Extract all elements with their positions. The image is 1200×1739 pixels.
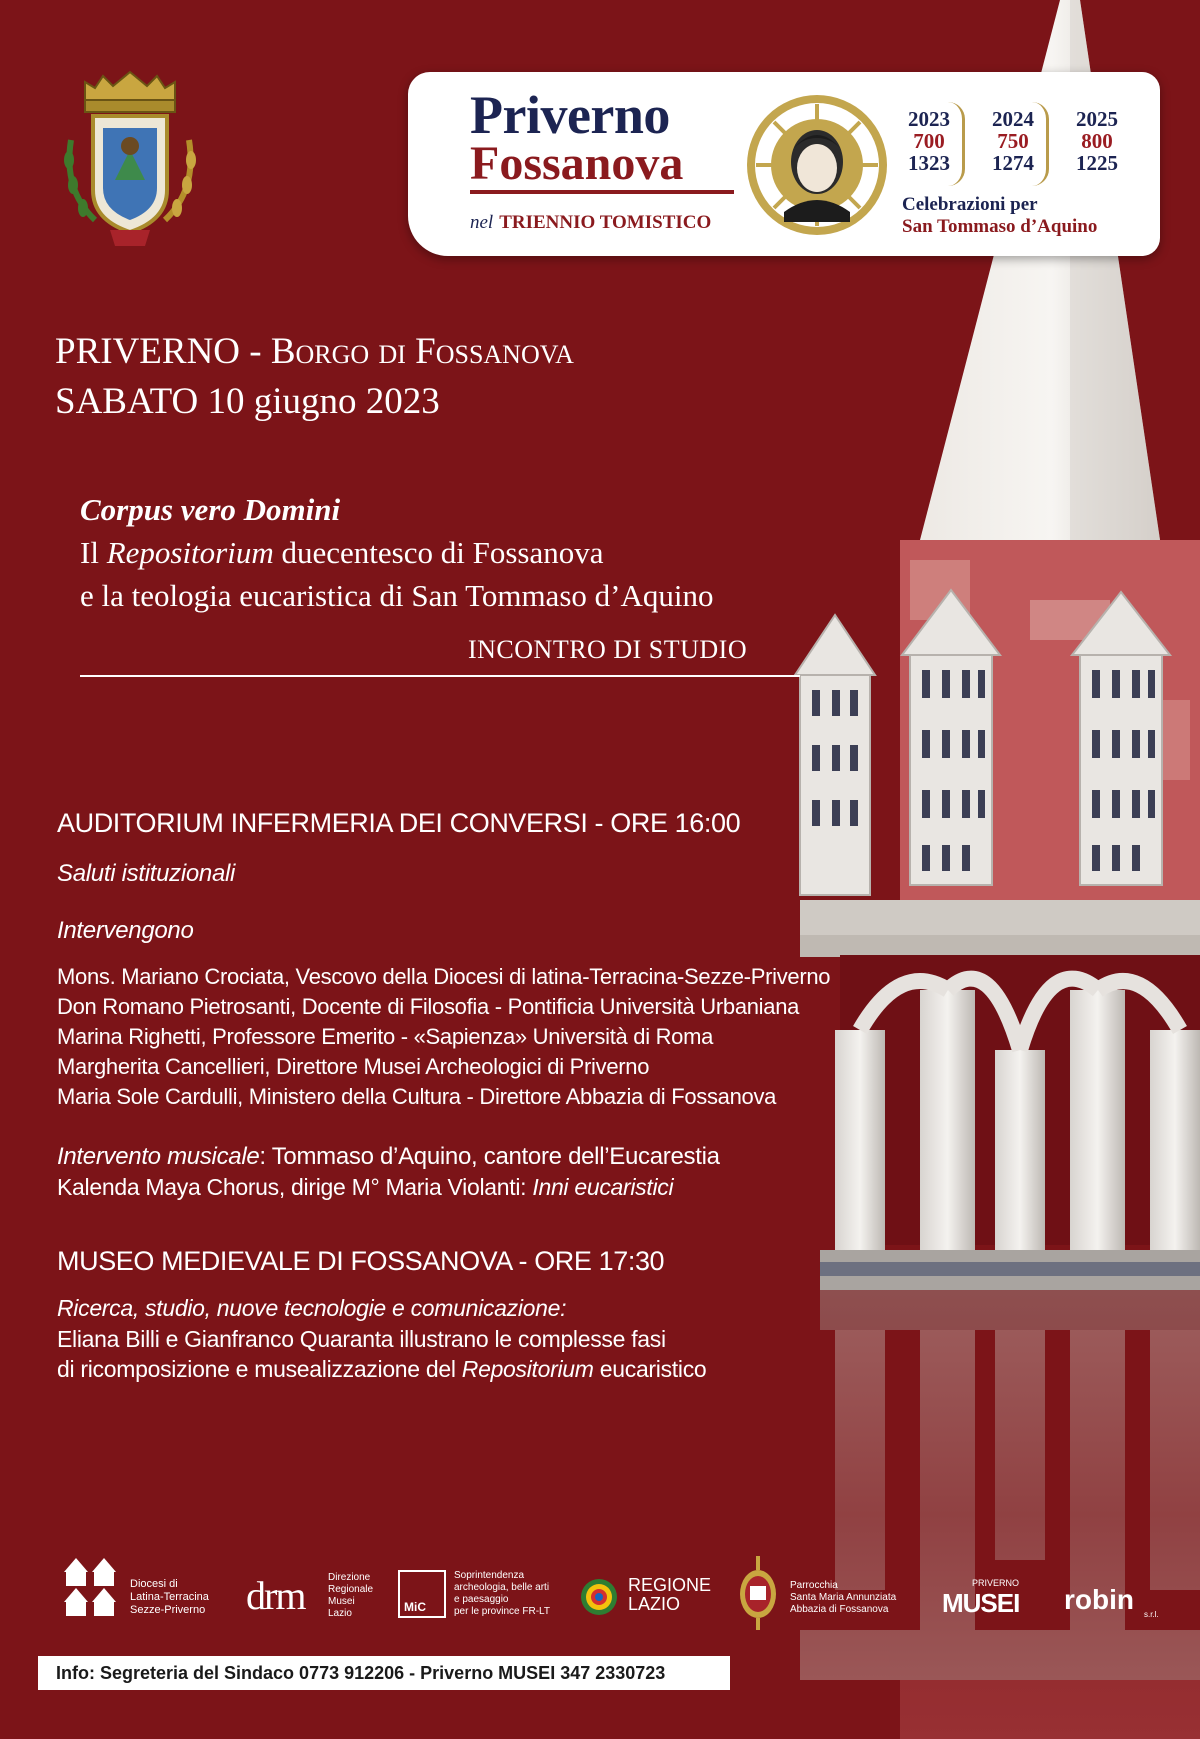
diocesi-line: Sezze-Priverno (130, 1604, 206, 1616)
diocesi-churches-icon (58, 1550, 122, 1622)
musicale-line (57, 1143, 720, 1171)
event-type: INCONTRO DI STUDIO (468, 635, 748, 664)
celebrazioni-line1: Celebrazioni per (902, 194, 1038, 215)
diocesi-line: Latina-Terracina (130, 1591, 209, 1603)
san-tommaso-medallion-icon (744, 92, 890, 238)
speaker-1: Mons. Mariano Crociata, Vescovo della Diocesi di latina-Terracina-Sezze-Priverno (57, 964, 831, 989)
priverno-musei-logo (942, 1550, 1042, 1630)
regione-lazio-logo (580, 1550, 720, 1630)
robin-logo (1064, 1550, 1164, 1630)
chorus-text: Kalenda Maya Chorus, dirige M° Maria Violanti: (57, 1174, 533, 1200)
year-separator (948, 102, 965, 186)
subtitle-repositorium: Repositorium (106, 535, 274, 570)
year-block-2025 (1068, 108, 1126, 174)
regione-line: REGIONE (628, 1575, 712, 1595)
banner-divider (470, 190, 734, 194)
event-place (55, 330, 574, 373)
sopr-line: per le province FR-LT (454, 1606, 550, 1617)
speaker-5: Maria Sole Cardulli, Ministero della Cultura - Direttore Abbazia di Fossanova (57, 1084, 777, 1109)
event-place-borgo: Borgo di Fossanova (270, 331, 574, 372)
subtitle-text: Il (80, 535, 107, 570)
info-bar: Info: Segreteria del Sindaco 0773 912206 - Priverno MUSEI 347 2330723 (38, 1656, 730, 1690)
parrocchia-line: Parrocchia (790, 1580, 838, 1591)
diocesi-logo (58, 1550, 228, 1630)
banner-title-fossanova: Fossanova (470, 137, 684, 190)
session1-heading: AUDITORIUM INFERMERIA DEI CONVERSI - ORE 16:00 (57, 808, 741, 838)
chorus-line (57, 1174, 673, 1201)
parrocchia-logo (736, 1550, 926, 1630)
drm-line: Regionale (328, 1584, 374, 1595)
year-bottom: 1323 (908, 151, 950, 175)
year-top: 2025 (1076, 107, 1118, 131)
celebrazioni-line2: San Tommaso d’Aquino (902, 216, 1098, 237)
mic-icon (398, 1570, 446, 1618)
drm-line: Lazio (328, 1608, 352, 1619)
saluti-label: Saluti istituzionali (57, 860, 236, 887)
year-bottom: 1274 (992, 151, 1034, 175)
intervengono-label: Intervengono (57, 917, 194, 944)
banner-triennio-label: TRIENNIO TOMISTICO (499, 212, 712, 233)
repositorium-tower-image (780, 0, 1200, 1739)
ricerca-text: di ricomposizione e musealizzazione del (57, 1356, 462, 1382)
musei-mark: MUSEI (942, 1588, 1020, 1618)
banner-triennio (470, 212, 711, 234)
priverno-coat-of-arms-icon (55, 70, 205, 260)
musicale-text: : Tommaso d’Aquino, cantore dell’Eucarestia (259, 1143, 720, 1170)
musei-small: PRIVERNO (972, 1578, 1020, 1588)
sopr-line: e paesaggio (454, 1594, 509, 1605)
triennio-tomistico-banner (408, 72, 1160, 256)
year-top: 2024 (992, 107, 1034, 131)
event-subtitle-line1 (80, 535, 603, 571)
ricerca-line1: Eliana Billi e Gianfranco Quaranta illustrano le complesse fasi (57, 1326, 666, 1352)
event-title: Corpus vero Domini (80, 492, 341, 527)
ricerca-line2 (57, 1356, 706, 1383)
event-place-city: PRIVERNO - (55, 331, 271, 372)
diocesi-line: Diocesi di (130, 1578, 178, 1590)
year-mid: 800 (1081, 129, 1113, 153)
year-bottom: 1225 (1076, 151, 1118, 175)
parrocchia-line: Abbazia di Fossanova (790, 1604, 889, 1615)
event-date: SABATO 10 giugno 2023 (55, 381, 440, 422)
event-subtitle-line2: e la teologia eucaristica di San Tommaso d’Aquino (80, 578, 714, 613)
year-mid: 750 (997, 129, 1029, 153)
sopr-line: Soprintendenza (454, 1570, 525, 1581)
year-separator (1032, 102, 1049, 186)
soprintendenza-logo (398, 1550, 568, 1630)
ricerca-repositorium: Repositorium (461, 1356, 594, 1382)
drm-line: Musei (328, 1596, 355, 1607)
speaker-3: Marina Righetti, Professore Emerito - «Sapienza» Università di Roma (57, 1024, 714, 1049)
ricerca-text: eucaristico (593, 1356, 707, 1382)
parrocchia-line: Santa Maria Annunziata (790, 1592, 897, 1603)
mic-mark: MiC (404, 1600, 426, 1614)
parrocchia-crest-icon (736, 1556, 780, 1630)
regione-line: LAZIO (628, 1594, 681, 1614)
year-top: 2023 (908, 107, 950, 131)
robin-small: s.r.l. (1144, 1610, 1159, 1619)
regione-lazio-icon (580, 1578, 618, 1616)
speaker-4: Margherita Cancellieri, Direttore Musei Archeologici di Priverno (57, 1054, 650, 1079)
drm-mark: drm (246, 1573, 305, 1618)
sopr-line: archeologia, belle arti (454, 1582, 550, 1593)
ricerca-label: Ricerca, studio, nuove tecnologie e comunicazione: (57, 1295, 567, 1321)
banner-nel: nel (470, 212, 494, 233)
subtitle-text: duecentesco di Fossanova (273, 535, 604, 570)
drm-line: Direzione (328, 1572, 371, 1583)
banner-celebrazioni (902, 194, 1097, 238)
year-mid: 700 (913, 129, 945, 153)
speaker-2: Don Romano Pietrosanti, Docente di Filosofia - Pontificia Università Urbaniana (57, 994, 800, 1019)
title-divider (80, 675, 800, 677)
session2-heading: MUSEO MEDIEVALE DI FOSSANOVA - ORE 17:30 (57, 1246, 665, 1276)
musicale-label: Intervento musicale (57, 1143, 260, 1170)
robin-mark: robin (1064, 1584, 1134, 1615)
banner-title-priverno: Priverno (470, 85, 670, 145)
drm-lazio-logo (246, 1550, 386, 1630)
chorus-inni: Inni eucaristici (532, 1174, 674, 1200)
